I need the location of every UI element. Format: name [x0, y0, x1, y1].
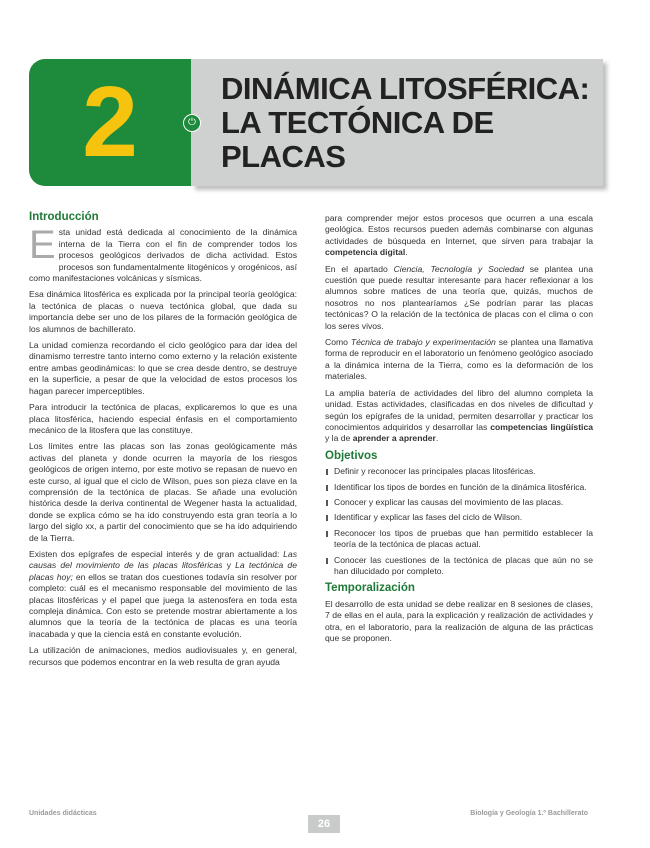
text: y la de [325, 433, 353, 444]
paragraph: Los límites entre las placas son las zonas geológicamente más activas del planeta y donde ocurren la mayoría de los riesgos geológicos de origen interno, por este motivo se repasan de nuevo en este curso, al igual que el ciclo de Wilson, pues son pieza clave en la comprensión de la tectónica de placas. Se añade una evolución histórica desde la deriva continental de Wegener hasta la actualidad, donde se explica cómo se ha ido construyendo esta gran teoría a lo largo del siglo xx, a partir del conocimiento que se ha ido adquiriendo de la Tierra. [29, 441, 297, 543]
list-item: Conocer y explicar las causas del movimiento de las placas. [325, 497, 593, 508]
text: para comprender mejor estos procesos que ocurren a una escala geológica. Estos recursos pueden además combinarse con algunas actividades de búsqueda en Internet, que sirven para trabajar la [325, 213, 593, 246]
intro-text: sta unidad está dedicada al conocimiento de la dinámica interna de la Tierra con el fin de comprender todos los procesos geológicos derivados de dicha actividad. Estos procesos son fundamentalmente litogénicos y orogénicos, así como manifestaciones volcánicas y sísmicas. [29, 227, 297, 284]
paragraph: El desarrollo de esta unidad se debe realizar en 8 sesiones de clases, 7 de ellas en el aula, para la explicación y realización de actividades y otra, en el laboratorio, para la realización de alguna de las prácticas que se proponen. [325, 598, 593, 643]
paragraph [325, 337, 593, 383]
paragraph [325, 213, 593, 259]
intro-paragraph [29, 223, 297, 284]
footer-right: Biología y Geología 1.º Bachillerato [470, 810, 588, 817]
chapter-title-line: PLACAS [221, 139, 346, 174]
list-item: Reconocer los tipos de pruebas que han permitido establecer la teoría de la tectónica de placas actual. [325, 528, 593, 551]
paragraph: La utilización de animaciones, medios audiovisuales y, en general, recursos que podemos encontrar en la web resulta de gran ayuda [29, 645, 297, 667]
chapter-title-line: DINÁMICA LITOSFÉRICA: [221, 71, 590, 106]
left-column [29, 212, 297, 673]
footer-left: Unidades didácticas [29, 810, 97, 817]
text: La amplia batería de actividades del libro del alumno completa la unidad. Estas actividades, clasificadas en dos niveles de dificultad y según los epígrafes de la unidad, permiten desarrollar y practicar los conocimientos adquiridos y desarrollar las [325, 387, 593, 432]
text: Existen dos epígrafes de especial interés y de gran actualidad: [29, 548, 284, 559]
text-italic: Las causas del movimiento de las placas litosféricas [29, 548, 297, 571]
text: se plantea una llamativa forma de reproducir en el laboratorio un fenómeno geológico asociado a la dinámica interna de la Tierra, como es la deformación de los materiales. [325, 337, 593, 382]
list-item: Conocer las cuestiones de la tectónica de placas que aún no se han dilucidado por completo. [325, 555, 593, 578]
page-number: 26 [308, 815, 340, 833]
text-bold: competencia digital [325, 247, 406, 258]
paragraph [325, 388, 593, 445]
text: en ellos se tratan dos cuestiones todavía sin resolver por completo: cuál es el mecanismo responsable del movimiento de las placas litosféricas y el papel que juega la astenosfera en toda esta compleja dinámica. Con esto se pretende mostrar abiertamente a los alumnos que la teoría de la tectónica de placas es una teoría inacabada y que la ciencia está en constante evolución. [29, 571, 297, 639]
objectives-heading: Objetivos [325, 449, 378, 462]
text: Como [325, 337, 351, 348]
objectives-list [325, 466, 593, 577]
text-bold: aprender a aprender [352, 433, 436, 444]
temporalization-heading: Temporalización [325, 582, 415, 595]
chapter-number: 2 [82, 66, 138, 178]
dropcap: E [29, 223, 56, 268]
text-italic: Técnica de trabajo y experimentación [350, 337, 496, 348]
text-bold: competencias lingüística [490, 421, 594, 432]
text: se plantea una cuestión que puede resultar interesante para hacer reflexionar a los alumnos sobre matices de una teoría que, quizás, muchos de nosotros no nos plantearíamos ¿Se podrían parar las placas tectónicas? O la relación de la tectónica de placas con el clima o con los seres vivos. [325, 263, 593, 331]
right-column [325, 213, 593, 649]
list-item: Identificar los tipos de bordes en función de la dinámica litosférica. [325, 482, 593, 493]
intro-heading: Introducción [29, 211, 99, 223]
chapter-title-line: LA TECTÓNICA DE [221, 105, 494, 140]
text-italic: Ciencia, Tecnología y Sociedad [393, 263, 524, 274]
list-item: Identificar y explicar las fases del ciclo de Wilson. [325, 512, 593, 523]
paragraph [29, 549, 297, 640]
text: . [435, 433, 439, 444]
list-item: Definir y reconocer las principales placas litosféricas. [325, 466, 593, 477]
chapter-title [221, 72, 601, 174]
text: En el apartado [325, 263, 394, 274]
paragraph [325, 264, 593, 332]
power-icon: ⏻ [183, 114, 201, 132]
paragraph: La unidad comienza recordando el ciclo geológico para dar idea del dinamismo terrestre tanto interno como externo y la relación existente entre ambas geodinámicas: lo que se crea desde dentro, se destruye en la superficie, a pesar de que la velocidad de estos procesos los hagan parecer imperceptibles. [29, 340, 297, 396]
text: . [405, 247, 408, 258]
text: y [222, 560, 236, 571]
text-italic: La tectónica de placas hoy; [29, 560, 297, 582]
paragraph: Para introducir la tectónica de placas, explicaremos lo que es una placa litosférica, haciendo especial énfasis en el comportamiento mecánico de la litosfera que las constituye. [29, 402, 297, 435]
paragraph: Esa dinámica litosférica es explicada por la principal teoría geológica: la tectónica de placas o nueva tectónica global, que dada su importancia debe ser uno de los pilares de la formación geológica de los alumnos de bachillerato. [29, 289, 297, 334]
